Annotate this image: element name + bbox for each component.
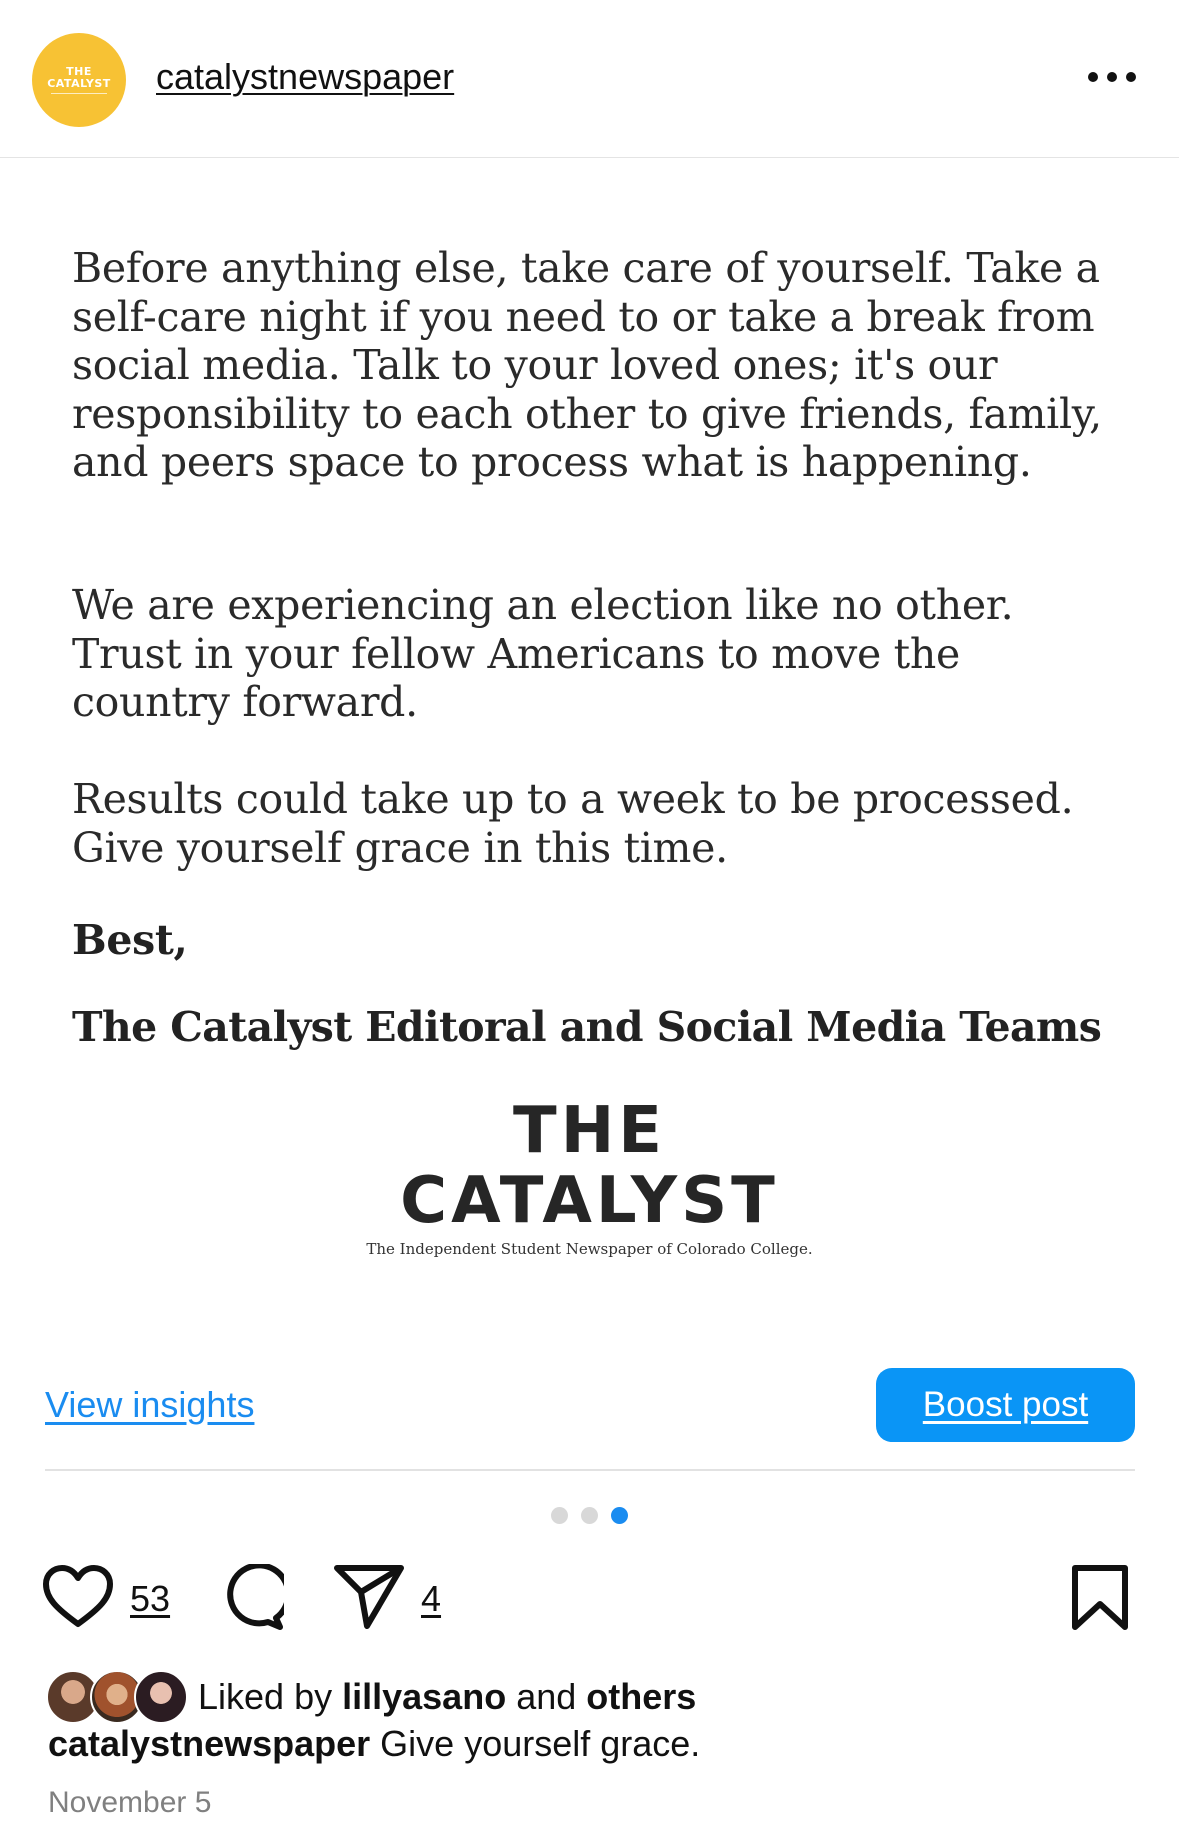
post-signoff: Best, [72, 916, 188, 964]
avatar[interactable] [32, 33, 126, 127]
logo-line-the: THE [513, 1094, 666, 1168]
comment-icon[interactable] [216, 1564, 284, 1635]
carousel-indicator [551, 1507, 628, 1524]
logo-tagline: The Independent Student Newspaper of Colorado College. [366, 1240, 813, 1258]
caption-text: Give yourself grace. [380, 1723, 701, 1764]
carousel-dot [581, 1507, 598, 1524]
more-options-button[interactable] [1088, 62, 1136, 92]
boost-post-label: Boost post [922, 1385, 1089, 1424]
share-icon[interactable] [333, 1562, 405, 1635]
catalyst-logo [0, 1096, 1179, 1258]
post-paragraph: Results could take up to a week to be processed. Give yourself grace in this time. [72, 775, 1074, 872]
carousel-dot-active [611, 1507, 628, 1524]
post-signature: The Catalyst Editoral and Social Media Teams [72, 1003, 1102, 1051]
like-count[interactable]: 53 [130, 1578, 171, 1619]
liker-username[interactable]: lillyasano [342, 1676, 507, 1717]
likes-others-link[interactable]: others [586, 1676, 697, 1717]
liker-avatars [46, 1670, 186, 1724]
post-paragraph: We are experiencing an election like no other. Trust in your fellow Americans to move the country forward. [72, 581, 1014, 726]
avatar-text-catalyst: CATALYST [47, 77, 111, 90]
post-paragraph: Before anything else, take care of yourself. Take a self-care night if you need to or take a break from social media. Talk to your loved ones; it's our responsibility to each other to give friends, family, and peers space to process what is happening. [72, 244, 1102, 486]
post-caption [48, 1723, 700, 1765]
avatar [134, 1670, 188, 1724]
username-link[interactable]: catalystnewspaper [156, 56, 455, 97]
likes-conjunction: and [516, 1676, 577, 1717]
view-insights-link[interactable]: View insights [45, 1384, 255, 1425]
carousel-dot [551, 1507, 568, 1524]
ellipsis-icon-dot [1107, 72, 1117, 82]
avatar-rule [51, 93, 107, 94]
heart-icon[interactable] [42, 1564, 114, 1635]
caption-username[interactable]: catalystnewspaper [48, 1723, 371, 1764]
boost-post-button[interactable] [876, 1368, 1135, 1442]
post-date: November 5 [48, 1786, 212, 1819]
action-bar [0, 1560, 1179, 1640]
post-header [0, 0, 1179, 158]
likes-prefix: Liked by [198, 1676, 333, 1717]
bookmark-icon[interactable] [1070, 1564, 1130, 1637]
ellipsis-icon-dot [1126, 72, 1136, 82]
avatar-text-the: THE [66, 65, 92, 79]
likes-summary[interactable] [46, 1670, 696, 1724]
share-count[interactable]: 4 [421, 1578, 442, 1619]
ellipsis-icon [1088, 72, 1098, 82]
divider [45, 1469, 1135, 1471]
logo-line-catalyst: CATALYST [400, 1164, 779, 1238]
